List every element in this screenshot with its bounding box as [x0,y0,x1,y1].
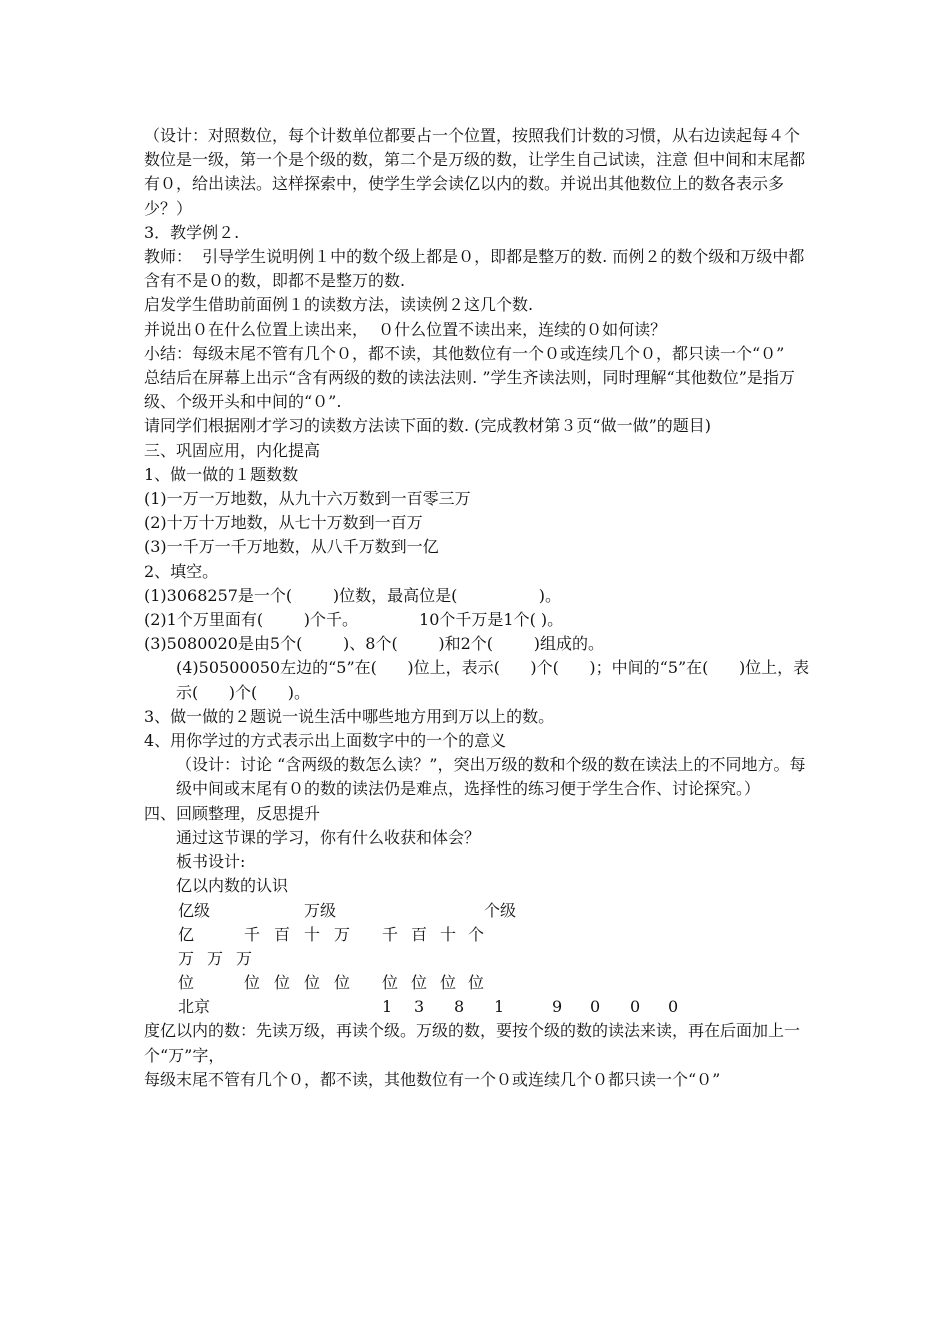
unit-cell: 万 [178,948,195,968]
level-ge: 个级 [484,900,517,920]
fill-blank-heading: 2、填空。 [144,561,219,581]
unit-cell: 万 [207,948,224,968]
design-paragraph: （设计：对照数位，每个计数单位都要占一个位置，按照我们计数的习惯，从右边读起每４个数位是一级，第一个是个级的数，第二个是万级的数，让学生自己试读，注意 但中间和末尾都有０，给出读法。这样探索中，使学生学会读亿以内的数。并说出其他数位上的数各表示多少？） [144,126,806,218]
place-cell: 位 [411,973,428,993]
exercise-1-heading: 1、做一做的１题数数 [144,464,299,484]
digit-cell: 1 [382,997,393,1017]
unit-cell: 百 [274,924,291,944]
board-levels-row [144,899,814,923]
summary-paragraph: 小结：每级末尾不管有几个０，都不读，其他数位有一个０或连续几个０，都只读一个“０” [144,343,785,363]
digit-cell: 0 [630,997,641,1017]
digit-cell: 3 [414,997,425,1017]
fill-blank-item: (2)1个万里面有( )个千。 10个千万是1个( )。 [144,610,564,630]
unit-cell: 十 [440,924,457,944]
unit-cell: 万 [334,924,351,944]
board-units-row [144,923,814,947]
design-note: （设计：讨论 “含两级的数怎么读？”，突出万级的数和个级的数在读法上的不同地方。每级中间或末尾有０的数的读法仍是难点，选择性的练习便于学生合作、讨论探究。） [176,755,806,799]
example-2-heading: 3．教学例２. [144,222,240,242]
unit-cell: 亿 [178,924,195,944]
board-design-label: 板书设计: [176,852,246,872]
section-3-heading: 三、巩固应用，内化提高 [144,440,321,460]
fill-blank-item-4: (4)50500050左边的“5”在( )位上，表示( )个( )；中间的“5”在( )位上，表示( )个( )。 [176,658,810,702]
level-wan: 万级 [304,900,337,920]
place-cell: 位 [274,973,291,993]
section-4-heading: 四、回顾整理，反思提升 [144,803,321,823]
digit-cell: 9 [552,997,563,1017]
exercise-item: (3)一千万一千万地数，从八千万数到一亿 [144,537,439,557]
text-line: 启发学生借助前面例１的读数方法，读读例２这几个数. [144,295,534,315]
fill-blank-item: (1)3068257是一个( )位数，最高位是( )。 [144,585,561,605]
exercise-item: (2)十万十万地数，从七十万数到一百万 [144,513,423,533]
closing-paragraph: 度亿以内的数：先读万级，再读个级。万级的数，要按个级的数的读法来读，再在后面加上一个“万”字， [144,1021,801,1065]
teacher-paragraph: 教师： 引导学生说明例１中的数个级上都是０，即都是整万的数. 而例２的数个级和万级中都含有不是０的数，即都不是整万的数. [144,247,805,291]
unit-cell: 千 [382,924,399,944]
unit-cell: 千 [244,924,261,944]
digit-cell: 1 [494,997,505,1017]
example-label: 北京 [178,997,211,1017]
board-place-row [144,971,814,995]
place-cell: 位 [468,973,485,993]
place-cell: 位 [304,973,321,993]
board-title: 亿以内数的认识 [176,876,289,896]
unit-cell: 万 [236,948,253,968]
board-units-row-2 [144,947,814,971]
digit-cell: 0 [668,997,679,1017]
unit-cell: 百 [411,924,428,944]
place-cell: 位 [178,973,195,993]
rule-paragraph: 总结后在屏幕上出示“含有两级的数的读法法则. ”学生齐读法则，同时理解“其他数位”是指万级、个级开头和中间的“０”. [144,368,795,412]
place-cell: 位 [440,973,457,993]
closing-paragraph: 每级末尾不管有几个０，都不读，其他数位有一个０或连续几个０都只读一个“０” [144,1069,721,1089]
place-cell: 位 [334,973,351,993]
digit-cell: 0 [590,997,601,1017]
unit-cell: 个 [468,924,485,944]
document-page [144,124,814,1092]
exercise-4-heading: 4、用你学过的方式表示出上面数字中的一个的意义 [144,731,507,751]
place-cell: 位 [382,973,399,993]
text-line: 并说出０在什么位置上读出来， ０什么位置不读出来，连续的０如何读？ [144,319,667,339]
place-cell: 位 [244,973,261,993]
exercise-instruction: 请同学们根据刚才学习的读数方法读下面的数. (完成教材第３页“做一做”的题目) [144,416,712,436]
board-example-row [144,995,814,1019]
unit-cell: 十 [304,924,321,944]
exercise-item: (1)一万一万地数，从九十六万数到一百零三万 [144,489,471,509]
exercise-3-heading: 3、做一做的２题说一说生活中哪些地方用到万以上的数。 [144,706,555,726]
fill-blank-item: (3)5080020是由5个( )、8个( )和2个( )组成的。 [144,634,604,654]
level-yi: 亿级 [178,900,211,920]
reflection-question: 通过这节课的学习，你有什么收获和体会？ [176,827,481,847]
digit-cell: 8 [454,997,465,1017]
